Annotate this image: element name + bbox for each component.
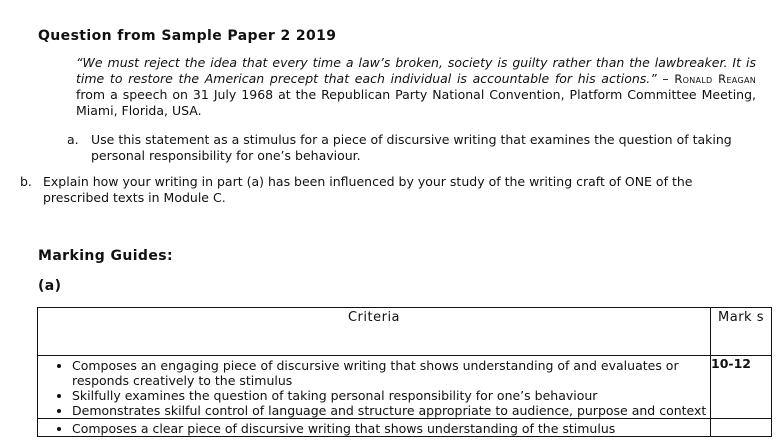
part-b-text: Explain how your writing in part (a) has been influenced by your study of the writing craft of ONE of the prescribed texts in Module C. — [43, 174, 693, 205]
quote-source: from a speech on 31 July 1968 at the Republican Party National Convention, Platform Committee Meeting, Miami, Florida, USA. — [76, 87, 756, 118]
criteria-header: Criteria — [38, 308, 711, 356]
part-a-label: a. — [67, 132, 79, 147]
list-item: • Skilfully examines the question of taking personal responsibility for one’s behaviour — [72, 388, 710, 403]
part-a-text: Use this statement as a stimulus for a piece of discursive writing that examines the question of taking personal responsibility for one’s behaviour. — [91, 132, 732, 163]
table-row — [38, 356, 772, 419]
criteria-list — [38, 358, 710, 418]
criteria-cell — [38, 356, 711, 419]
marking-guides-heading: Marking Guides: — [38, 248, 173, 264]
criteria-cell — [38, 419, 711, 437]
part-a — [67, 132, 737, 164]
list-item: • Demonstrates skilful control of language and structure appropriate to audience, purpose and context — [72, 403, 710, 418]
list-item: • Composes an engaging piece of discursive writing that shows understanding of and evaluates or responds creatively to the stimulus — [72, 358, 710, 388]
marks-cell — [711, 419, 772, 437]
document-title: Question from Sample Paper 2 2019 — [38, 28, 337, 44]
quote-text: “We must reject the idea that every time a law’s broken, society is guilty rather than the lawbreaker. It is time to restore the American precept that each individual is accountable for his actions.” — [76, 55, 756, 86]
list-item: • Composes a clear piece of discursive writing that shows understanding of the stimulus — [72, 421, 710, 436]
quote-dash: – — [656, 71, 675, 86]
part-b-label: b. — [20, 174, 32, 189]
stimulus-quote — [76, 55, 756, 119]
marks-header: Mark s — [711, 308, 772, 356]
table-header-row — [38, 308, 772, 356]
part-a-subheading: (a) — [38, 278, 62, 294]
criteria-list — [38, 421, 710, 436]
marks-cell: 10-12 — [711, 356, 772, 419]
quote-author: Ronald Reagan — [674, 72, 756, 86]
table-row — [38, 419, 772, 437]
part-b — [20, 174, 740, 206]
marking-criteria-table — [37, 307, 772, 437]
